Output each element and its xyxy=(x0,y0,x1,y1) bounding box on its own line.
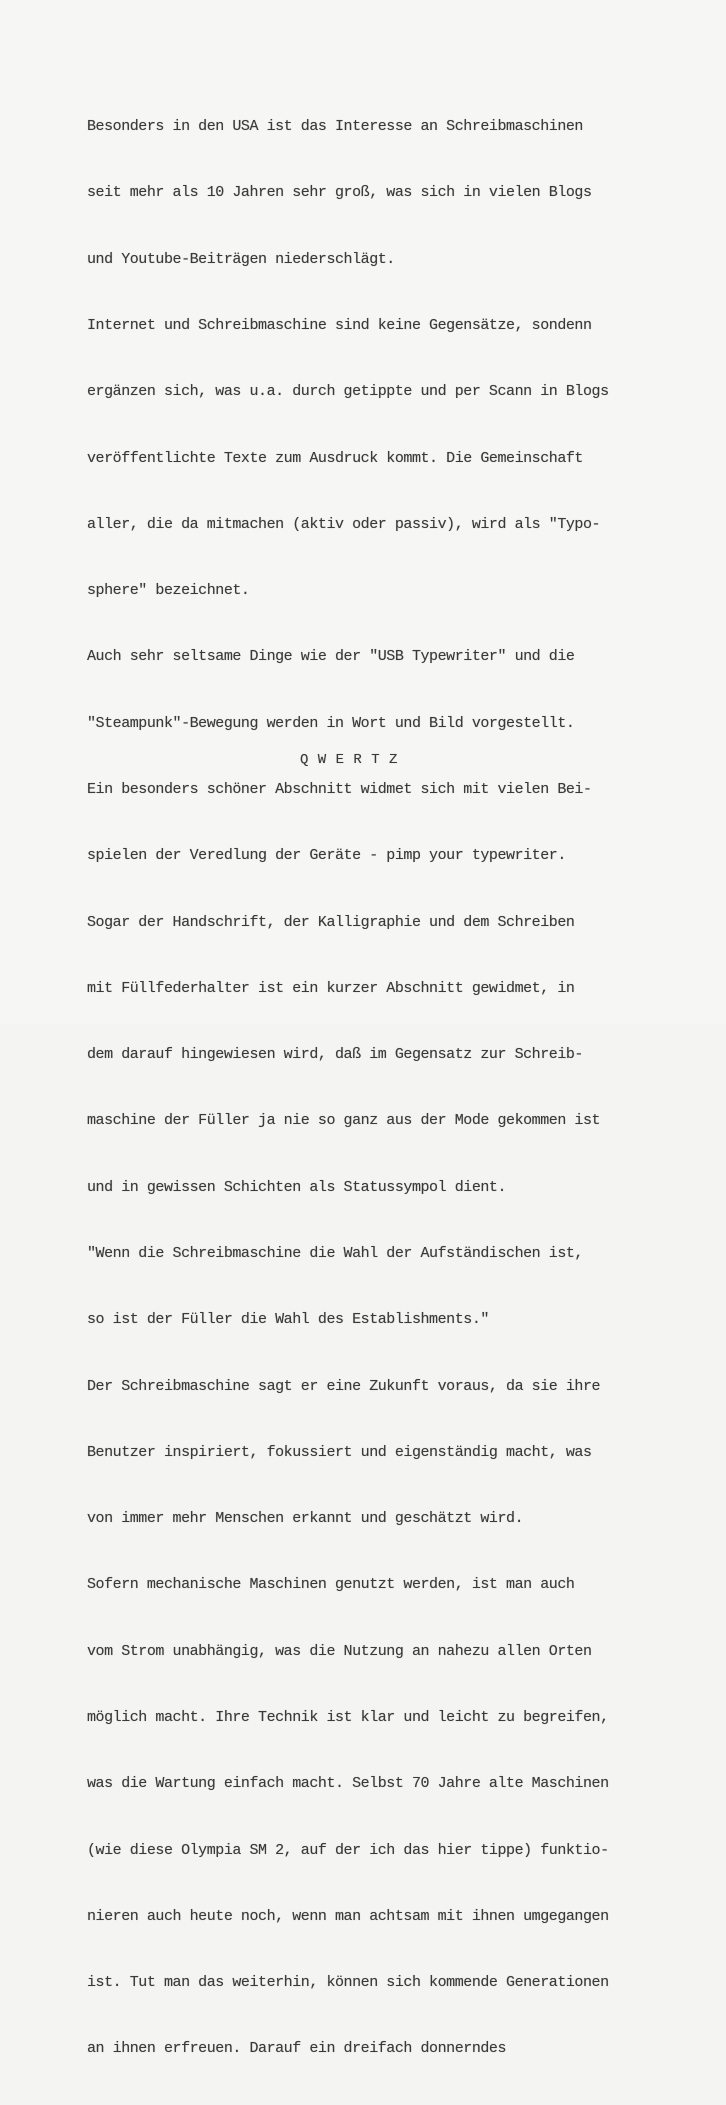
text-line: sphere" bezeichnet. xyxy=(87,582,250,600)
text-line: (wie diese Olympia SM 2, auf der ich das hier tippe) funktio- xyxy=(87,1841,609,1859)
text-line: ist. Tut man das weiterhin, können sich kommende Generationen xyxy=(87,1974,609,1992)
text-line: Der Schreibmaschine sagt er eine Zukunft voraus, da sie ihre xyxy=(87,1377,601,1395)
text-line: vom Strom unabhängig, was die Nutzung an nahezu allen Orten xyxy=(87,1642,592,1660)
text-line: Sofern mechanische Maschinen genutzt werden, ist man auch xyxy=(87,1576,575,1594)
text-line: nieren auch heute noch, wenn man achtsam mit ihnen umgegangen xyxy=(87,1907,609,1925)
signature-qwertz: Q W E R T Z xyxy=(300,752,398,768)
text-line: Ein besonders schöner Abschnitt widmet sich mit vielen Bei- xyxy=(87,781,592,798)
text-line: Internet und Schreibmaschine sind keine Gegensätze, sondenn xyxy=(87,317,592,335)
text-line: so ist der Füller die Wahl des Establishments." xyxy=(87,1311,489,1329)
text-line: mit Füllfederhalter ist ein kurzer Abschnitt gewidmet, in xyxy=(87,979,575,997)
text-line: Benutzer inspiriert, fokussiert und eigenständig macht, was xyxy=(87,1443,592,1461)
text-line: dem darauf hingewiesen wird, daß im Gegensatz zur Schreib- xyxy=(87,1046,583,1064)
text-line: Besonders in den USA ist das Interesse an Schreibmaschinen xyxy=(87,118,583,136)
text-line: veröffentlichte Texte zum Ausdruck kommt. Die Gemeinschaft xyxy=(87,449,583,467)
text-line: möglich macht. Ihre Technik ist klar und leicht zu begreifen, xyxy=(87,1708,609,1726)
text-line: "Steampunk"-Bewegung werden in Wort und Bild vorgestellt. xyxy=(87,714,575,732)
text-line: und in gewissen Schichten als Statussympol dient. xyxy=(87,1178,507,1196)
text-line: aller, die da mitmachen (aktiv oder passiv), wird als "Typo- xyxy=(87,515,601,533)
text-line: was die Wartung einfach macht. Selbst 70 Jahre alte Maschinen xyxy=(87,1775,609,1793)
text-line: spielen der Veredlung der Geräte - pimp your typewriter. xyxy=(87,847,566,865)
text-line: Auch sehr seltsame Dinge wie der "USB Typewriter" und die xyxy=(87,648,575,666)
text-line: von immer mehr Menschen erkannt und geschätzt wird. xyxy=(87,1510,524,1528)
text-line: ergänzen sich, was u.a. durch getippte und per Scann in Blogs xyxy=(87,383,609,401)
typed-text-block xyxy=(87,72,687,2105)
text-line: an ihnen erfreuen. Darauf ein dreifach donnerndes xyxy=(87,2040,507,2058)
text-line: Sogar der Handschrift, der Kalligraphie und dem Schreiben xyxy=(87,913,575,931)
text-line: maschine der Füller ja nie so ganz aus der Mode gekommen ist xyxy=(87,1112,601,1130)
text-line: und Youtube-Beiträgen niederschlägt. xyxy=(87,250,395,268)
text-line: "Wenn die Schreibmaschine die Wahl der Aufständischen ist, xyxy=(87,1244,583,1262)
text-line: seit mehr als 10 Jahren sehr groß, was sich in vielen Blogs xyxy=(87,184,592,202)
